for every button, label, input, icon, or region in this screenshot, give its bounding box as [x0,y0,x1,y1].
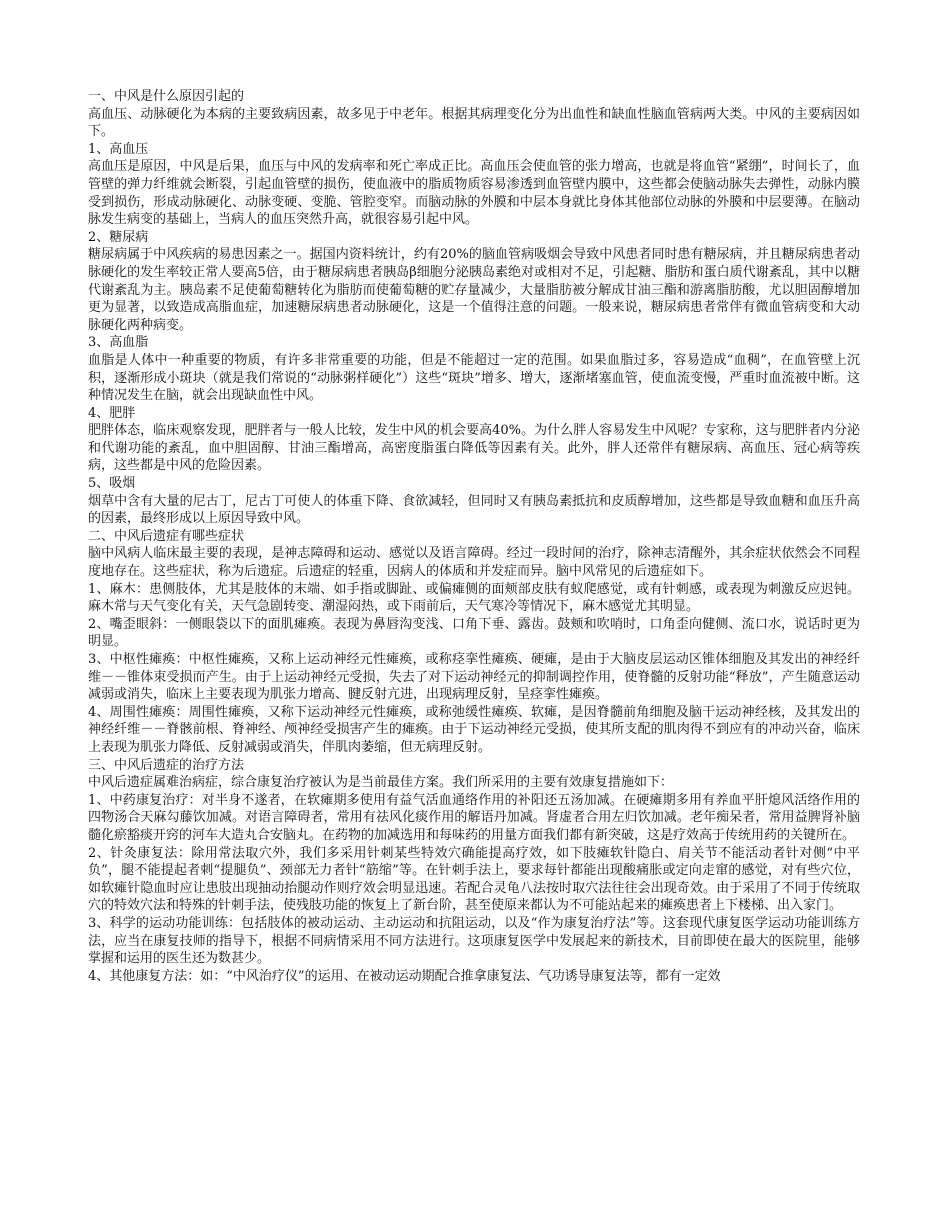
paragraph: 糖尿病属于中风疾病的易患因素之一。据国内资料统计，约有20%的脑血管病吸烟会导致中风患者同时患有糖尿病，并且糖尿病患者动脉硬化的发生率较正常人要高5倍，由于糖尿病患者胰岛β细胞分泌胰岛素绝对或相对不足，引起糖、脂肪和蛋白质代谢紊乱，其中以糖代谢紊乱为主。胰岛素不足使葡萄糖转化为脂肪而使葡萄糖的贮存量减少，大量脂肪被分解成甘油三酯和游离脂肪酸，尤以胆固醇增加更为显著，以致造成高脂血症，加速糖尿病患者动脉硬化，这是一个值得注意的问题。一般来说，糖尿病患者常伴有微血管病变和大动脉硬化两种病变。 [88,247,860,333]
list-item: 1、中药康复治疗：对半身不遂者，在软瘫期多使用有益气活血通络作用的补阳还五汤加减。在硬瘫期多用有养血平肝熄风活络作用的四物汤合天麻勾藤饮加减。对语言障碍者，常用有祛风化痰作用的解语丹加减。肾虚者合用左归饮加减。老年痴呆者，常用益脾肾补脑髓化瘀豁痰开窍的河车大造丸合安脑丸。在药物的加减选用和每味药的用量方面我们都有新突破，这是疗效高于传统用药的关键所在。 [88,792,860,843]
subheading: 5、吸烟 [88,476,136,492]
list-item: 3、科学的运动功能训练：包括肢体的被动运动、主动运动和抗阻运动，以及“作为康复治疗法”等。这套现代康复医学运动功能训练方法，应当在康复技师的指导下，根据不同病情采用不同方法进行。这项康复医学中发展起来的新技术，目前即使在最大的医院里，能够掌握和运用的医生还为数甚少。 [88,915,860,967]
list-item: 1、麻木：患侧肢体，尤其是肢体的末端、如手指或脚趾、或偏瘫侧的面颊部皮肤有蚁爬感觉，或有针刺感，或表现为刺激反应迟钝。麻木常与天气变化有关，天气急剧转变、潮湿闷热，或下雨前后，天气寒冷等情况下，麻木感觉尤其明显。 [88,581,860,615]
paragraph: 中风后遗症属难治病症，综合康复治疗被认为是当前最佳方案。我们所采用的主要有效康复措施如下： [88,775,674,791]
paragraph: 烟草中含有大量的尼古丁，尼古丁可使人的体重下降、食欲减轻，但同时又有胰岛素抵抗和皮质醇增加，这些都是导致血糖和血压升高的因素，最终形成以上原因导致中风。 [88,493,860,527]
list-item: 4、周围性瘫痪：周围性瘫痪，又称下运动神经元性瘫痪，或称弛缓性瘫痪、软瘫，是因脊髓前角细胞及脑干运动神经核，及其发出的神经纤维－－脊骸前根、脊神经、颅神经受损害产生的瘫痪。由于下运动神经元受损，使其所支配的肌肉得不到应有的冲动兴奋，临床上表现为肌张力降低、反射减弱或消失，伴肌肉萎缩，但无病理反射。 [88,704,860,755]
section-heading-symptoms: 二、中风后遗症有哪些症状 [88,528,245,544]
paragraph: 高血压是原因，中风是后果，血压与中风的发病率和死亡率成正比。高血压会使血管的张力增高，也就是将血管“紧绷”，时间长了，血管壁的弹力纤维就会断裂，引起血管壁的损伤，使血液中的脂质物质容易渗透到血管壁内膜中，这些都会使脑动脉失去弹性，动脉内膜受到损伤，形成动脉硬化、动脉变硬、变脆、管腔变窄。而脑动脉的外膜和中层本身就比身体其他部位动脉的外膜和中层要薄。在脑动脉发生病变的基础上，当病人的血压突然升高，就很容易引起中风。 [88,159,860,228]
list-item: 2、针灸康复法：除用常法取穴外，我们多采用针刺某些特效穴确能提高疗效，如下肢瘫软针隐白、肩关节不能活动者针对侧“中平负”，腿不能提起者刺“提腿负”、颈部无力者针“筋缩”等。在针刺手法上，要求每针都能出现酸痛胀或定向走窜的感觉，对有些穴位，如软瘫针隐血时应让患肢出现抽动抬腿动作则疗效会明显迅速。若配合灵龟八法按时取穴法往往会出现奇效。由于采用了不同于传统取穴的特效穴法和特殊的针刺手法，使残肢功能的恢复上了新台阶，甚至使原来都认为不可能站起来的瘫痪患者上下楼梯、出入家门。 [88,845,860,914]
subheading: 2、糖尿病 [88,229,149,245]
paragraph: 血脂是人体中一种重要的物质，有许多非常重要的功能，但是不能超过一定的范围。如果血脂过多，容易造成“血稠”，在血管壁上沉积，逐渐形成小斑块（就是我们常说的“动脉粥样硬化”）这些“斑块”增多、增大，逐渐堵塞血管，使血流变慢，严重时血流被中断。这种情况发生在脑，就会出现缺血性中风。 [88,352,860,404]
subheading: 3、高血脂 [88,335,149,351]
subheading: 4、肥胖 [88,405,136,421]
subheading: 1、高血压 [88,141,149,157]
document-body [88,88,860,985]
list-item: 4、其他康复方法：如：“中风治疗仪”的运用、在被动运动期配合推拿康复法、气功诱导康复法等，都有一定效 [88,968,721,984]
paragraph: 高血压、动脉硬化为本病的主要致病因素，故多见于中老年。根据其病理变化分为出血性和缺血性脑血管病两大类。中风的主要病因如下。 [88,106,860,140]
list-item: 3、中枢性瘫痪：中枢性瘫痪，又称上运动神经元性瘫痪，或称痉挛性瘫痪、硬瘫，是由于大脑皮层运动区锥体细胞及其发出的神经纤维－－锥体束受损而产生。由于上运动神经元受损，失去了对下运动神经元的抑制调控作用，使脊髓的反射功能“释放”，产生随意运动减弱或消失，临床上主要表现为肌张力增高、腱反射亢进，出现病理反射，呈痉挛性瘫痪。 [88,652,860,703]
section-heading-treatment: 三、中风后遗症的治疗方法 [88,757,245,773]
paragraph: 肥胖体态，临床观察发现，肥胖者与一般人比较，发生中风的机会要高40%。为什么胖人容易发生中风呢？专家称，这与肥胖者内分泌和代谢功能的紊乱，血中胆固醇、甘油三酯增高，高密度脂蛋白降低等因素有关。此外，胖人还常伴有糖尿病、高血压、冠心病等疾病，这些都是中风的危险因素。 [88,423,860,474]
list-item: 2、嘴歪眼斜：一侧眼袋以下的面肌瘫痪。表现为鼻唇沟变浅、口角下垂、露齿。鼓颊和吹哨时，口角歪向健侧、流口水，说话时更为明显。 [88,616,860,650]
paragraph: 脑中风病人临床最主要的表现，是神志障碍和运动、感觉以及语言障碍。经过一段时间的治疗，除神志清醒外，其余症状依然会不同程度地存在。这些症状，称为后遗症。后遗症的轻重，因病人的体质和并发症而异。脑中风常见的后遗症如下。 [88,546,860,580]
section-heading-causes: 一、中风是什么原因引起的 [88,89,245,104]
